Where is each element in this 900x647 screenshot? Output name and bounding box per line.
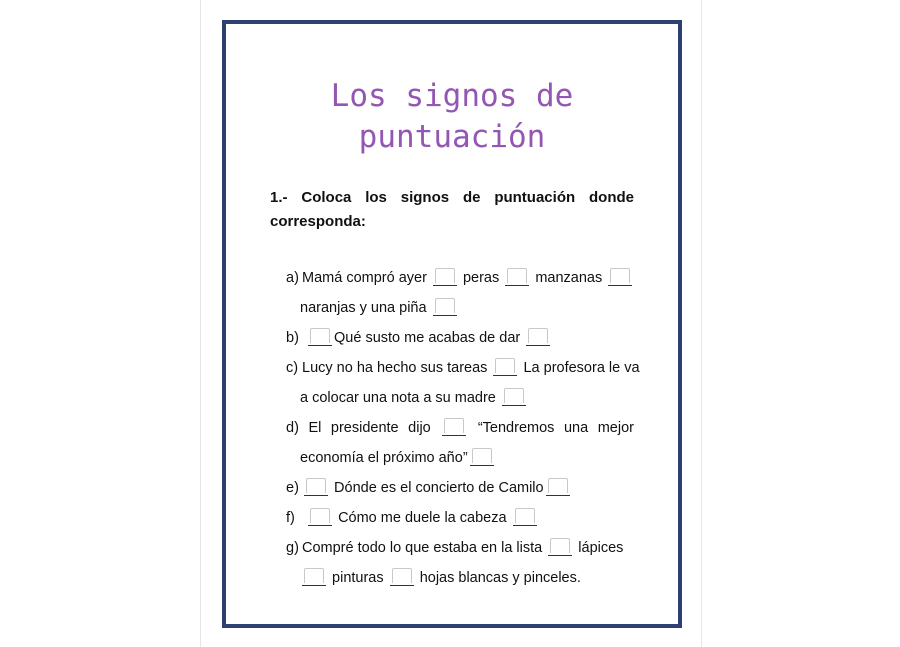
item-word: una — [563, 420, 589, 436]
item-label: f) — [286, 510, 295, 526]
exercise-item-d-continuation — [300, 448, 496, 468]
item-text: Qué susto me acabas de dar — [334, 330, 521, 346]
answer-blank[interactable] — [308, 328, 332, 346]
exercise-item-g-continuation — [300, 568, 581, 588]
item-text: manzanas — [535, 270, 603, 286]
answer-blank[interactable] — [513, 508, 537, 526]
item-label: c) — [286, 360, 299, 376]
item-text: Mamá compró ayer — [302, 270, 427, 286]
answer-blank[interactable] — [433, 298, 457, 316]
exercise-item-c-continuation — [300, 388, 528, 408]
item-text: hojas blancas y pinceles. — [419, 570, 581, 586]
page-title — [226, 76, 678, 158]
exercise-item-b — [286, 328, 634, 348]
answer-blank[interactable] — [442, 418, 466, 436]
exercise-item-d — [286, 418, 634, 438]
title-line-1: Los signos de — [330, 78, 574, 114]
item-text: naranjas y una piña — [300, 300, 427, 316]
answer-blank[interactable] — [470, 448, 494, 466]
item-text: Compré todo lo que estaba en la lista — [302, 540, 543, 556]
answer-blank[interactable] — [505, 268, 529, 286]
answer-blank[interactable] — [526, 328, 550, 346]
answer-blank[interactable] — [433, 268, 457, 286]
item-label: a) — [286, 270, 299, 286]
item-text: lápices — [578, 540, 624, 556]
item-text: Cómo me duele la cabeza — [338, 510, 507, 526]
answer-blank[interactable] — [608, 268, 632, 286]
item-label: d) — [286, 420, 299, 436]
exercise-item-a — [286, 268, 634, 288]
answer-blank[interactable] — [390, 568, 414, 586]
title-line-2: puntuación — [358, 119, 546, 155]
item-text: pinturas — [332, 570, 384, 586]
item-text: Lucy no ha hecho sus tareas — [302, 360, 488, 376]
worksheet-frame — [222, 20, 682, 628]
exercise-item-e — [286, 478, 634, 498]
answer-blank[interactable] — [548, 538, 572, 556]
answer-blank[interactable] — [308, 508, 332, 526]
item-word: El — [308, 420, 322, 436]
item-text: La profesora le va — [523, 360, 640, 376]
item-word: mejor — [597, 420, 634, 436]
item-word: presidente — [330, 420, 399, 436]
exercise-item-f — [286, 508, 634, 528]
exercise-item-g — [286, 538, 634, 558]
item-text: economía el próximo año” — [300, 450, 468, 466]
item-text: Dónde es el concierto de Camilo — [334, 480, 544, 496]
item-text: peras — [462, 270, 500, 286]
answer-blank[interactable] — [302, 568, 326, 586]
item-label: b) — [286, 330, 299, 346]
item-text: a colocar una nota a su madre — [300, 390, 496, 406]
exercise-item-a-continuation — [300, 298, 459, 318]
instruction-text: 1.- Coloca los signos de puntuación donde corresponda: — [270, 189, 634, 230]
exercise-item-c — [286, 358, 640, 378]
item-word: “Tendremos — [477, 420, 555, 436]
answer-blank[interactable] — [493, 358, 517, 376]
answer-blank[interactable] — [502, 388, 526, 406]
item-label: g) — [286, 540, 299, 556]
item-word: dijo — [408, 420, 431, 436]
answer-blank[interactable] — [546, 478, 570, 496]
item-label: e) — [286, 480, 299, 496]
answer-blank[interactable] — [304, 478, 328, 496]
